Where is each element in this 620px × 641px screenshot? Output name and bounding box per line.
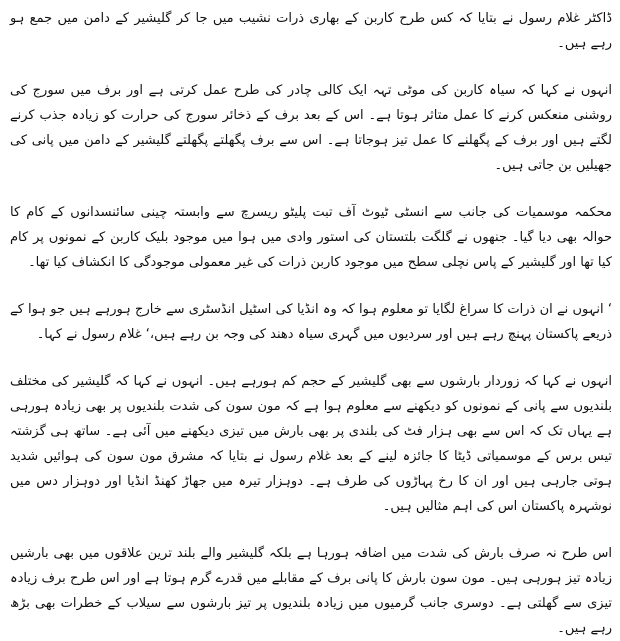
paragraph-3: محکمہ موسمیات کی جانب سے انسٹی ٹیوٹ آف تبت پلیٹو ریسرچ سے وابستہ چینی سائنسدانوں کے کام کا حوالہ بھی دیا گیا۔ جنھوں نے گلگت بلتستان کی استور وادی میں ہوا میں موجود بلیک کاربن کے نمونوں پر کام کیا تھا اور گلیشیر کے پاس نچلی سطح میں موجود کاربن ذرات کی غیر معمولی موجودگی کا انکشاف کیا تھا۔ [10,205,612,270]
paragraph-6: اس طرح نہ صرف بارش کی شدت میں اضافہ ہورہا ہے بلکہ گلیشیر والے بلند ترین علاقوں میں بھی بارشیں زیادہ تیز ہورہی ہیں۔ مون سون بارش کا پانی برف کے مقابلے میں قدرے گرم ہوتا ہے اور اس طرح برف زیادہ تیزی سے گھلتی ہے۔ دوسری جانب گرمیوں میں زیادہ بلندیوں پر تیز بارشوں سے سیلاب کے خطرات بھی بڑھ رہے ہیں۔ [10,546,612,636]
paragraph-2: انہوں نے کہا کہ سیاہ کاربن کی موٹی تہہ ایک کالی چادر کی طرح عمل کرتی ہے اور برف میں سورج کی روشنی منعکس کرنے کا عمل متاثر ہوتا ہے۔ اس کے بعد برف کے ذخائر سورج کی حرارت کو زیادہ جذب کرنے لگتے ہیں اور برف کے پگھلنے کا عمل تیز ہوجاتا ہے۔ اس سے برف پگھلتے پگھلتے گلیشیر کے دامن میں پانی کی جھیلیں بن جاتی ہیں۔ [10,83,612,173]
paragraph-5: انہوں نے کہا کہ زوردار بارشوں سے بھی گلیشیر کے حجم کم ہورہے ہیں۔ انہوں نے کہا کہ گلیشیر کی مختلف بلندیوں سے پانی کے نمونوں کو دیکھنے سے معلوم ہوا ہے کہ مون سون کی شدت بلندیوں پر بھی زیادہ ہورہی ہے یہاں تک کہ اس سے بھی ہزار فٹ کی بلندی پر بھی بارش میں تیزی دیکھنے میں آئی ہے۔ ساتھ ہی گزشتہ تیس برس کے موسمیاتی ڈیٹا کا جائزہ لینے کے بعد غلام رسول نے بتایا کہ مشرق مون سون کی ہوائیں شدید ہوتی جارہی ہیں اور ان کا رخ پہاڑوں کی طرف ہے۔ دوہزار تیرہ میں جھاڑ کھنڈ انڈیا اور دوہزار دس میں نوشہرہ پاکستان اس کی اہم مثالیں ہیں۔ [10,374,612,514]
paragraph-1: ڈاکٹر غلام رسول نے بتایا کہ کس طرح کاربن کے بھاری ذرات نشیب میں جا کر گلیشیر کے دامن میں جمع ہو رہے ہیں۔ [10,11,612,51]
paragraph-4: ‘ انہوں نے ان ذرات کا سراغ لگایا تو معلوم ہوا کہ وہ انڈیا کی اسٹیل انڈسٹری سے خارج ہورہے ہیں جو ہوا کے ذریعے پاکستان پہنچ رہے ہیں اور سردیوں میں گہری سیاہ دھند کی وجہ بن رہے ہیں،‘ غلام رسول نے کہا۔ [10,302,612,342]
